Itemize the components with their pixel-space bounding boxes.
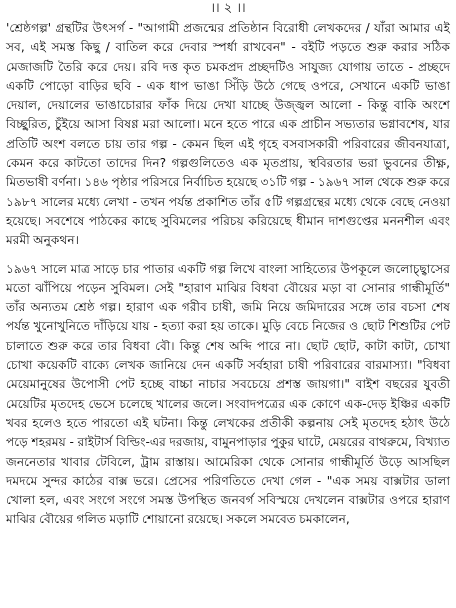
page-number: ।। ২ ।। <box>210 1 246 16</box>
paragraph-dedication-cover: 'শ্রেষ্ঠগল্প' গ্রন্থটির উৎসর্গ - "আগামী প্রজন্মের প্রতিষ্ঠান বিরোধী লেখকদের / যাঁরা আমার এই সব, এই সমস্ত কিছু / বাতিল করে দেবার স্পর্ধা রাখবেন" - বইটি পড়তে শুরু করার সঠিক মেজাজটি তৈরি করে দেয়। রবি দত্ত কৃত চমকপ্রদ প্রচ্ছদটিও সাযুজ্য যোগায় তাতে - প্রচ্ছদে একটি পোড়ো বাড়ির ছবি - এক ধাপ ভাঙা সিঁড়ি উঠে গেছে ওপরে, সেখানে একটি ভাঙা দেয়াল, দেয়ালের ভাঙাচোরার ফাঁক দিয়ে দেখা যাচ্ছে উজ্জ্বল আলো - কিন্তু বাকি অংশে বিচ্ছুরিত, চুঁইয়ে আসা বিষণ্ণ মরা আলো। মনে হতে পারে এক প্রাচীন সভ্যতার ভগ্নাবশেষ, যার প্রতিটি অংশ বলতে চায় তার গল্প - কেমন ছিল এই গৃহে বসবাসকারী পরিবারের জীবনযাত্রা, কেমন করে কাটতো তাদের দিন? গল্পগুলিতেও এক মৃতপ্রায়, স্থবিরতার ভরা ভুবনের তীক্ষ্ণ, মিতভাষী বর্ণনা। ১৪৬ পৃষ্ঠার পরিসরে নির্বাচিত হয়েছে ৩১টি গল্প - ১৯৬৭ সাল থেকে শুরু করে ১৯৮৭ সালের মধ্যে লেখা - তখন পর্যন্ত প্রকাশিত তাঁর ৫টি গল্পগ্রন্থের মধ্যে থেকে বেছে নেওয়া হয়েছে। সবশেষে পাঠকের কাছে সুবিমলের পরিচয় করিয়েছে ধীমান দাশগুপ্তের মননশীল এবং মরমী অনুকথন। <box>6 21 450 248</box>
paragraph-haran-majhi: ১৯৬৭ সালে মাত্র সাড়ে চার পাতার একটি গল্প লিখে বাংলা সাহিত্যের উপকূলে জলোচ্ছ্বাসের মতো ঝাঁপিয়ে পড়েন সুবিমল। সেই "হারাণ মাঝির বিধবা বৌয়ের মড়া বা সোনার গান্ধীমূর্তি" তাঁর অন্যতম শ্রেষ্ঠ গল্প। হারাণ এক গরীব চাষী, জমি নিয়ে জমিদারের সঙ্গে তার বচসা শেষ পর্যন্ত খুনোখুনিতে দাঁড়িয়ে যায় - হত্যা করা হয় তাকে। মুড়ি বেচে নিজের ও ছোট শিশুটির পেট চালাতে শুরু করে তার বিধবা বৌ। কিন্তু শেষ অব্দি পারে না। ছোট ছোট, কাটা কাটা, চোখা চোখা কয়েকটি বাক্যে লেখক জানিয়ে দেন একটি সর্বহারা চাষী পরিবারের বারমাস্যা। "বিধবা মেয়েমানুষের উপোসী পেট হচ্ছে বাচ্চা নাচার সবচেয়ে প্রশস্ত জায়গা।" বাইশ বছরের যুবতী মেয়েটির মৃতদেহ ভেসে চলেছে খালের জলে। সংবাদপত্রের এক কোণে এক-দেড় ইঞ্চির একটি খবর হলেও হতে পারতো এই ঘটনা। কিন্তু লেখকের প্রতীকী কল্পনায় সেই মৃতদেহ হঠাৎ উঠে পড়ে শহরময় - রাইটার্স বিল্ডিং-এর দরজায়, বামুনপাড়ার পুকুর ঘাটে, মেয়রের বাথরুমে, বিখ্যাত জননেতার খাবার টেবিলে, ট্রাম রাস্তায়। আমেরিকা থেকে সোনার গান্ধীমূর্তি উড়ে আসছিল দমদমে সুন্দর কাঠের বাক্স ভরে। প্রেসের পরিণতিতে দেখা গেল - "এক সময় বাক্সটার ডালা খোলা হল, এবং সংগে সংগে সমস্ত উপস্থিত জনবর্গ সবিস্ময়ে দেখলেন বাক্সটার ওপরে হারাণ মাঝির বৌয়ের গলিত মড়াটি শোয়ানো রয়েছে। সকলে সমবেত চমকালেন, <box>6 261 450 527</box>
